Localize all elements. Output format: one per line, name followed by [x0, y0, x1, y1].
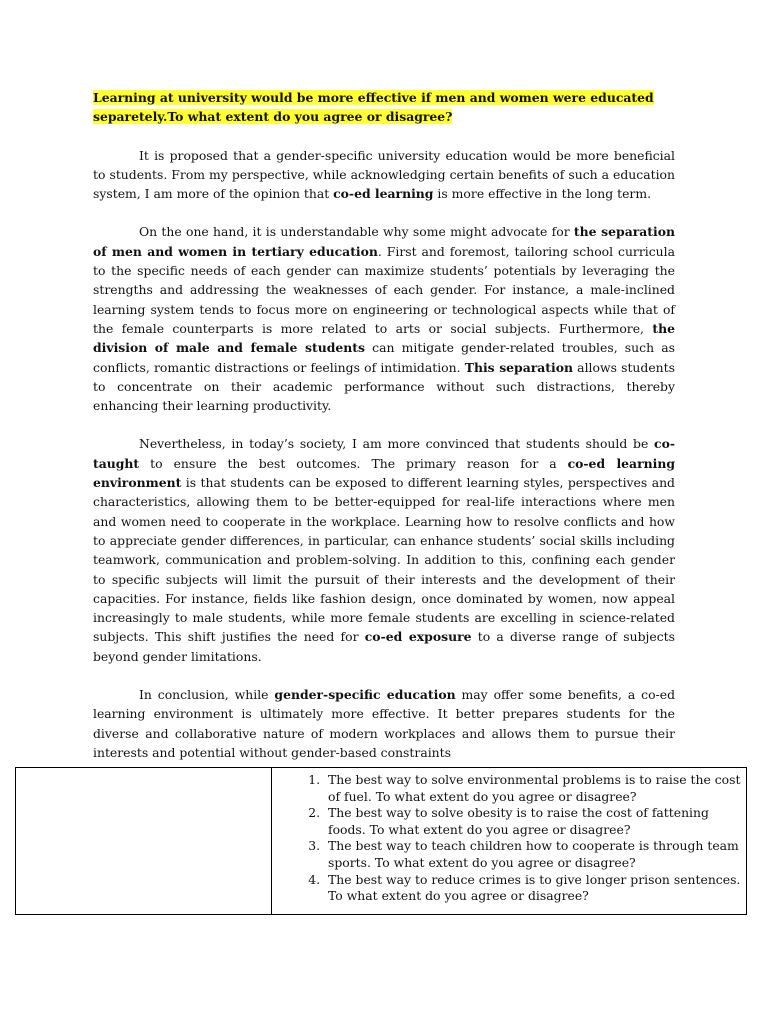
list-item: 1. The best way to solve environmental problems is to raise the cost of fuel. To what extent do you agree or disagree?	[324, 772, 742, 805]
title-line-1: Learning at university would be more effective if men and women were educated	[93, 90, 654, 105]
prompt-list	[272, 772, 742, 905]
bold-phrase: co-taught	[93, 436, 675, 471]
bold-phrase: co-ed learning environment	[93, 455, 675, 491]
empty-cell	[16, 768, 272, 915]
list-item: 4. The best way to reduce crimes is to give longer prison sentences. To what extent do you agree or disagree?	[324, 872, 742, 905]
title-line-2: separetely.To what extent do you agree or disagree?	[93, 109, 453, 125]
intro-paragraph: It is proposed that a gender-specific university education would be more beneficial to students. From my perspective, while acknowledging certain benefits of such a education system, I am more of the opinion that co-ed learning is more effective in the long term.	[93, 147, 675, 202]
body-paragraph-1: On the one hand, it is understandable why some might advocate for the separation of men and women in tertiary education. First and foremost, tailoring school curricula to the specific needs of each gender can maximize students’ potentials by leveraging the strengths and addressing the weaknesses of each gender. For instance, a male-inclined learning system tends to focus more on engineering or technological aspects while that of the female counterparts is more related to arts or social subjects. Furthermore, the division of male and female students can mitigate gender-related troubles, such as conflicts, romantic distractions or feelings of intimidation. This separation allows students to concentrate on their academic performance without such distractions, thereby enhancing their learning productivity.	[93, 224, 676, 414]
body-paragraph-2: Nevertheless, in today’s society, I am more convinced that students should be co-taught to ensure the best outcomes. The primary reason for a co-ed learning environment is that students can be exposed to different learning styles, perspectives and characteristics, allowing them to be better-equipped for real-life interactions where men and women need to cooperate in the workplace. Learning how to resolve conflicts and how to appreciate gender differences, in particular, can enhance students’ social skills including teamwork, communication and problem-solving. In addition to this, confining each gender to specific subjects will limit the pursuit of their interests and the development of their capacities. For instance, fields like fashion design, once dominated by women, now appeal increasingly to male students, while more female students are excelling in science-related subjects. This shift justifies the need for co-ed exposure to a diverse range of subjects beyond gender limitations.	[93, 436, 675, 664]
bold-phrase: gender-specific education	[274, 687, 456, 703]
prompts-table	[15, 767, 747, 915]
essay-title	[93, 88, 675, 127]
bold-phrase: the division of male and female students	[93, 320, 675, 356]
list-item: 2. The best way to solve obesity is to raise the cost of fattening foods. To what extent do you agree or disagree?	[324, 805, 742, 838]
prompts-table-row	[16, 768, 747, 915]
bold-phrase: This separation	[464, 359, 574, 375]
conclusion-paragraph: In conclusion, while gender-specific education may offer some benefits, a co-ed learning environment is ultimately more effective. It better prepares students for the diverse and collaborative nature of modern workplaces and allows them to pursue their interests and potential without gender-based constraints	[93, 687, 676, 760]
bold-phrase: co-ed exposure	[364, 629, 472, 645]
prompt-list-cell	[272, 768, 747, 915]
essay	[93, 88, 675, 781]
bold-phrase: the separation of men and women in tertiary education	[93, 224, 675, 259]
list-item: 3. The best way to teach children how to cooperate is through team sports. To what extent do you agree or disagree?	[324, 838, 742, 871]
bold-phrase: co-ed learning	[333, 186, 434, 202]
